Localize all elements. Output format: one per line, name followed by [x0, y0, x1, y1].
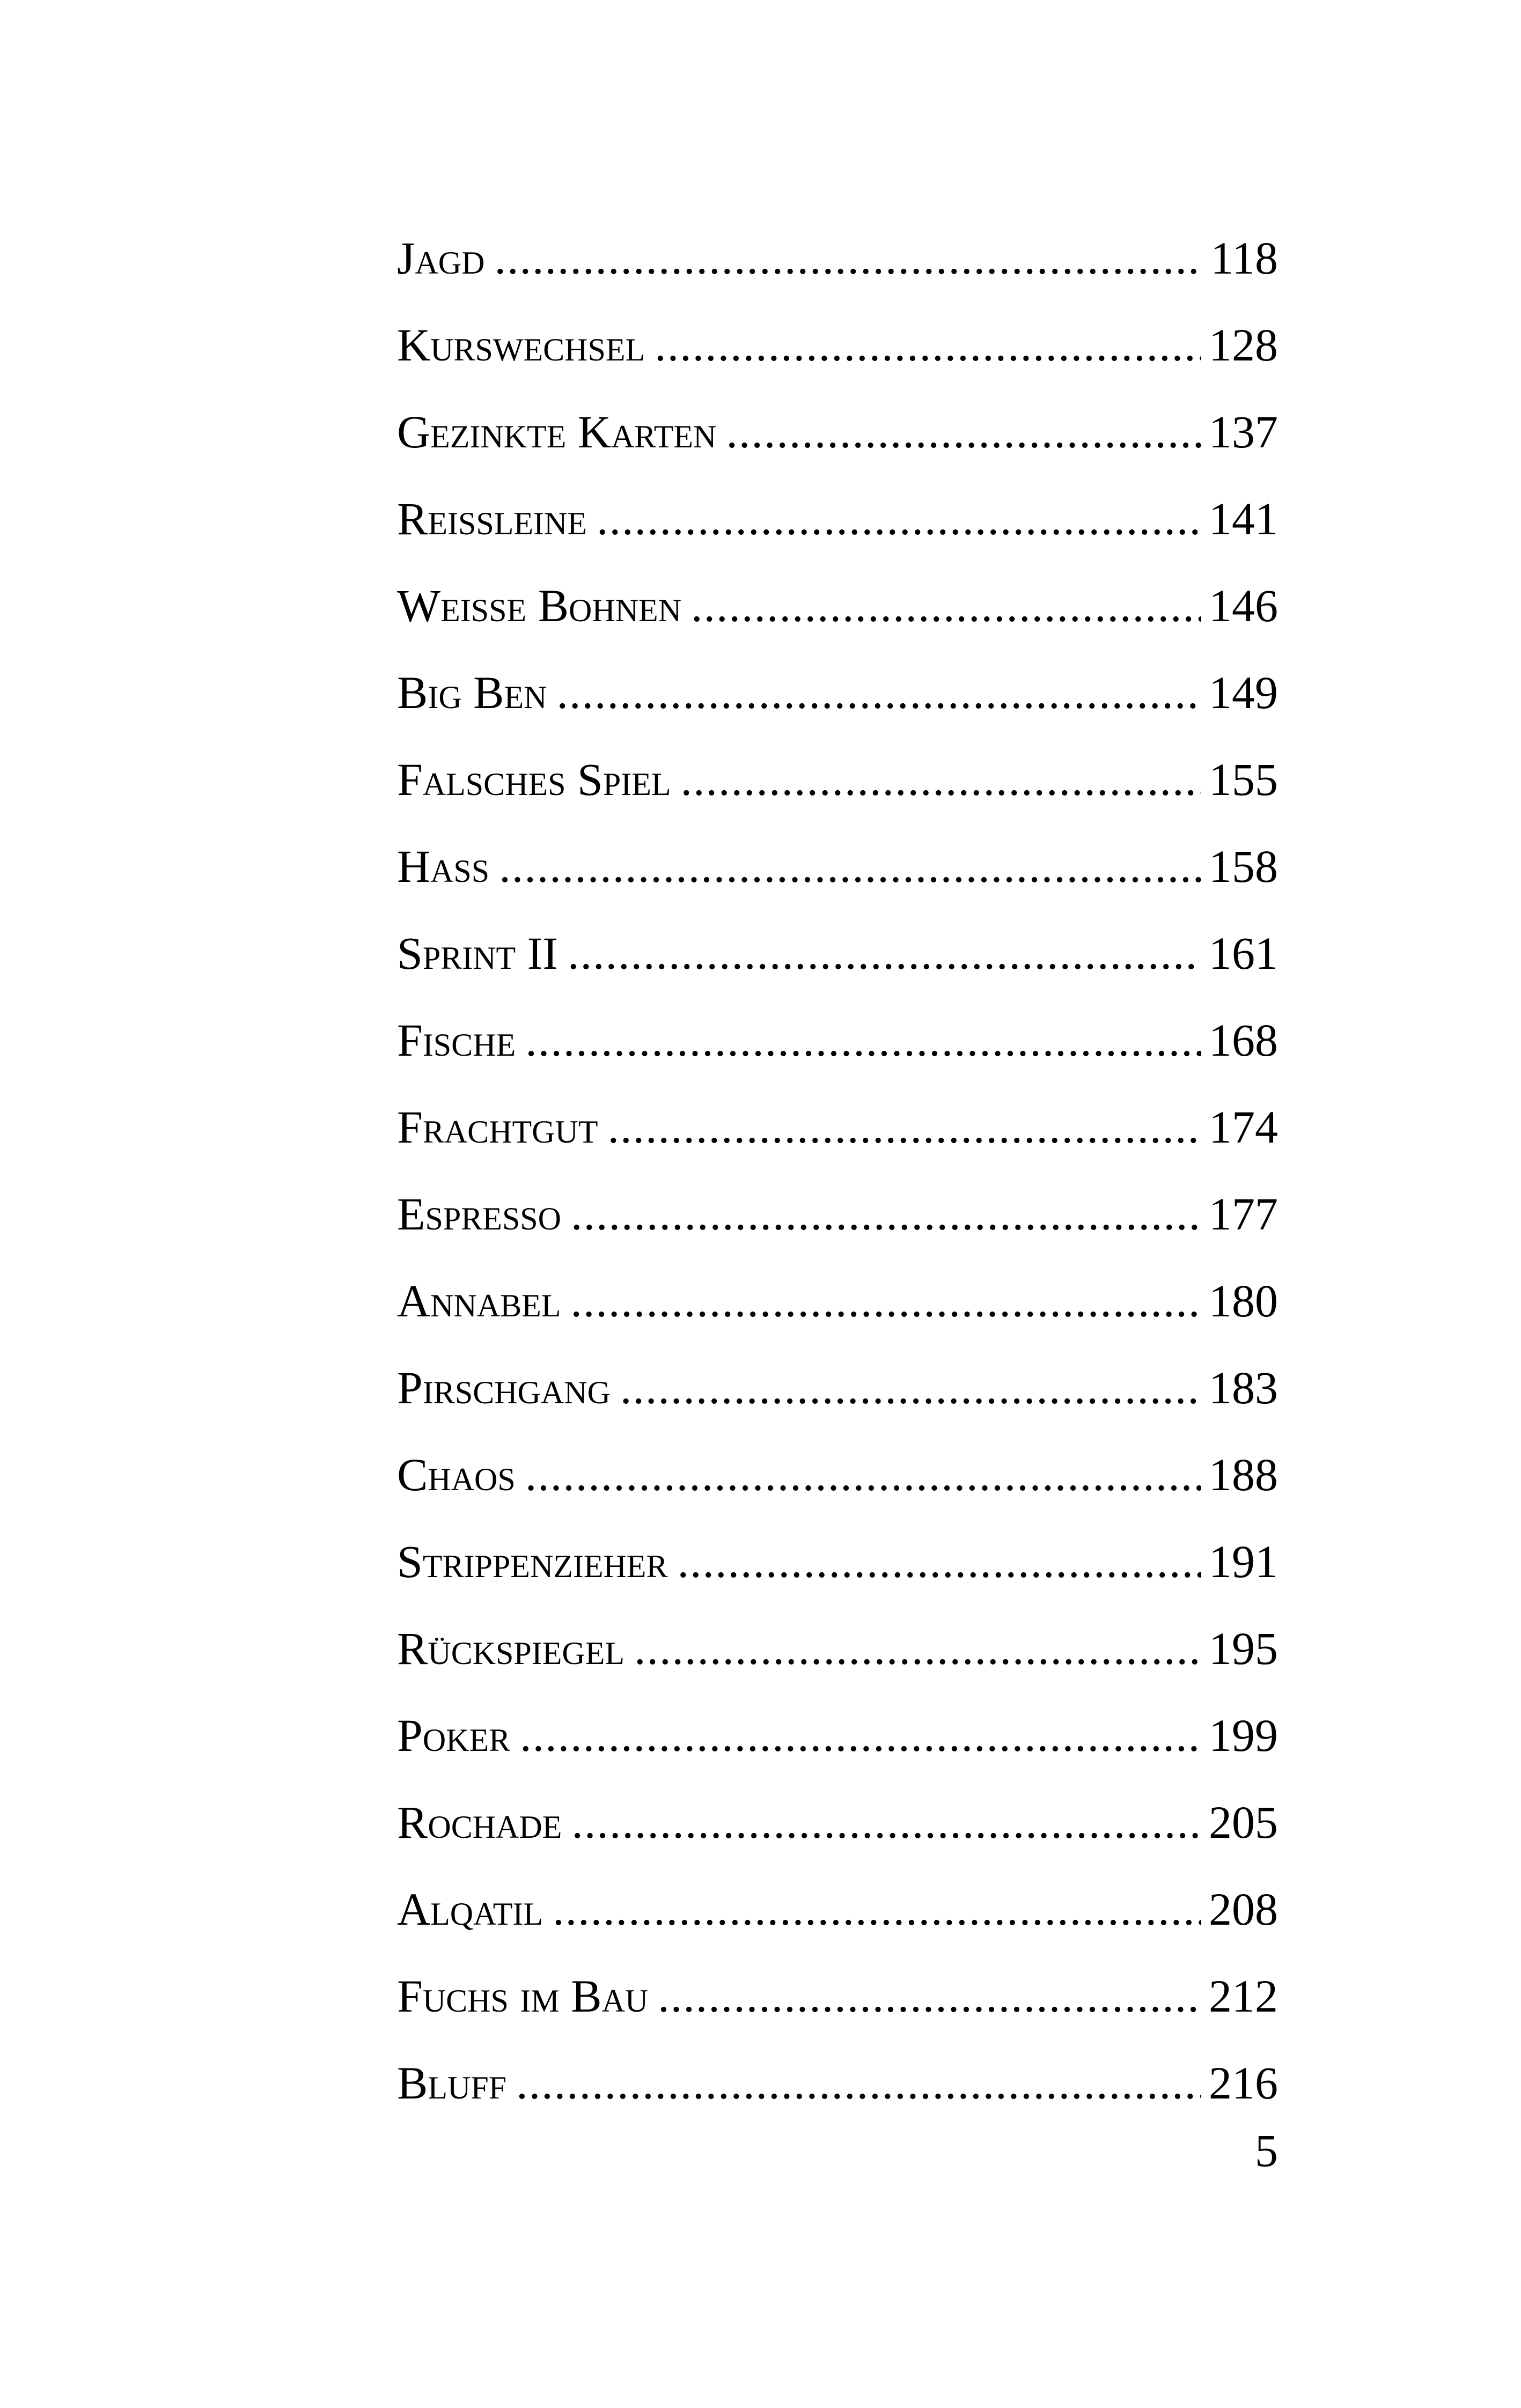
toc-entry-title: Falsches Spiel [397, 754, 671, 805]
toc-entry [397, 1779, 1278, 1866]
toc-entry [397, 649, 1278, 736]
toc-entry-page: 199 [1209, 1710, 1278, 1761]
toc-entry [397, 1866, 1278, 1953]
toc-entry [397, 1518, 1278, 1605]
toc-entry-title: Rochade [397, 1796, 562, 1848]
toc-leader-dots [570, 1257, 1201, 1344]
toc-entry [397, 997, 1278, 1084]
toc-entry-page: 208 [1209, 1883, 1278, 1935]
toc-leader-dots [608, 1084, 1202, 1170]
toc-leader-dots [568, 910, 1201, 997]
toc-entry-title: Strippenzieher [397, 1536, 668, 1587]
toc-entry-page: 161 [1209, 927, 1278, 979]
toc-entry-title: Rückspiegel [397, 1623, 625, 1674]
toc-entry-page: 188 [1209, 1449, 1278, 1500]
toc-leader-dots [520, 1692, 1201, 1779]
toc-entry-title: Fische [397, 1014, 516, 1066]
toc-entry [397, 823, 1278, 910]
toc-entry-page: 205 [1209, 1796, 1278, 1848]
toc-leader-dots [525, 1431, 1201, 1518]
toc-entry [397, 1257, 1278, 1344]
toc-entry-page: 212 [1209, 1970, 1278, 2022]
toc-entry-title: Fuchs im Bau [397, 1970, 649, 2022]
toc-entry [397, 301, 1278, 388]
toc-entry-title: Reißleine [397, 493, 587, 544]
toc-entry-title: Pirschgang [397, 1362, 611, 1413]
toc-leader-dots [571, 1779, 1201, 1866]
toc-entry-page: 128 [1209, 319, 1278, 371]
toc-leader-dots [499, 823, 1201, 910]
toc-entry-title: Annabel [397, 1275, 561, 1327]
toc-leader-dots [726, 388, 1201, 475]
toc-entry-title: Sprint II [397, 927, 558, 979]
toc-entry-title: Frachtgut [397, 1101, 598, 1153]
toc-leader-dots [634, 1605, 1201, 1692]
toc-entry-page: 146 [1209, 580, 1278, 631]
toc-entry [397, 388, 1278, 475]
toc-entry [397, 1692, 1278, 1779]
toc-entry [397, 736, 1278, 823]
toc-entry [397, 215, 1278, 301]
toc-entry-page: 174 [1209, 1101, 1278, 1153]
toc-entry-title: Weiße Bohnen [397, 580, 682, 631]
toc-entry [397, 475, 1278, 562]
toc-entry-page: 195 [1209, 1623, 1278, 1674]
toc-entry-title: Espresso [397, 1188, 562, 1240]
toc-entry-title: Bluff [397, 2057, 507, 2109]
toc-entry-title: Alqatil [397, 1883, 543, 1935]
page-number: 5 [1255, 2125, 1278, 2176]
toc-entry-page: 118 [1210, 232, 1278, 284]
toc-leader-dots [681, 736, 1201, 823]
toc-entry-title: Hass [397, 841, 490, 892]
toc-leader-dots [516, 2039, 1201, 2126]
toc-entry [397, 1953, 1278, 2039]
toc-entry-page: 180 [1209, 1275, 1278, 1327]
toc-entry-title: Poker [397, 1710, 511, 1761]
toc-entry-page: 158 [1209, 841, 1278, 892]
toc-entry-page: 216 [1209, 2057, 1278, 2109]
toc-leader-dots [620, 1344, 1201, 1431]
toc-entry-page: 137 [1209, 406, 1278, 458]
toc-leader-dots [494, 215, 1203, 301]
toc-entry-page: 183 [1209, 1362, 1278, 1413]
toc-leader-dots [553, 1866, 1201, 1953]
toc-entry-title: Big Ben [397, 667, 547, 718]
toc-entry [397, 562, 1278, 649]
toc-entry-title: Kurswechsel [397, 319, 645, 371]
toc-entry [397, 1431, 1278, 1518]
toc-entry-page: 141 [1209, 493, 1278, 544]
toc-leader-dots [597, 475, 1201, 562]
toc-leader-dots [557, 649, 1201, 736]
toc-entry-page: 191 [1209, 1536, 1278, 1587]
toc-leader-dots [677, 1518, 1201, 1605]
toc-entry [397, 1605, 1278, 1692]
table-of-contents [397, 215, 1278, 2126]
toc-leader-dots [658, 1953, 1201, 2039]
toc-entry [397, 2039, 1278, 2126]
toc-entry-page: 155 [1209, 754, 1278, 805]
toc-entry [397, 910, 1278, 997]
toc-entry [397, 1170, 1278, 1257]
toc-leader-dots [691, 562, 1201, 649]
toc-entry [397, 1084, 1278, 1170]
toc-entry-title: Jagd [397, 232, 485, 284]
toc-entry-page: 168 [1209, 1014, 1278, 1066]
toc-leader-dots [525, 997, 1201, 1084]
toc-leader-dots [571, 1170, 1201, 1257]
toc-entry-title: Gezinkte Karten [397, 406, 717, 458]
toc-entry-page: 149 [1209, 667, 1278, 718]
toc-entry-page: 177 [1209, 1188, 1278, 1240]
toc-entry-title: Chaos [397, 1449, 516, 1500]
toc-leader-dots [655, 301, 1201, 388]
toc-entry [397, 1344, 1278, 1431]
